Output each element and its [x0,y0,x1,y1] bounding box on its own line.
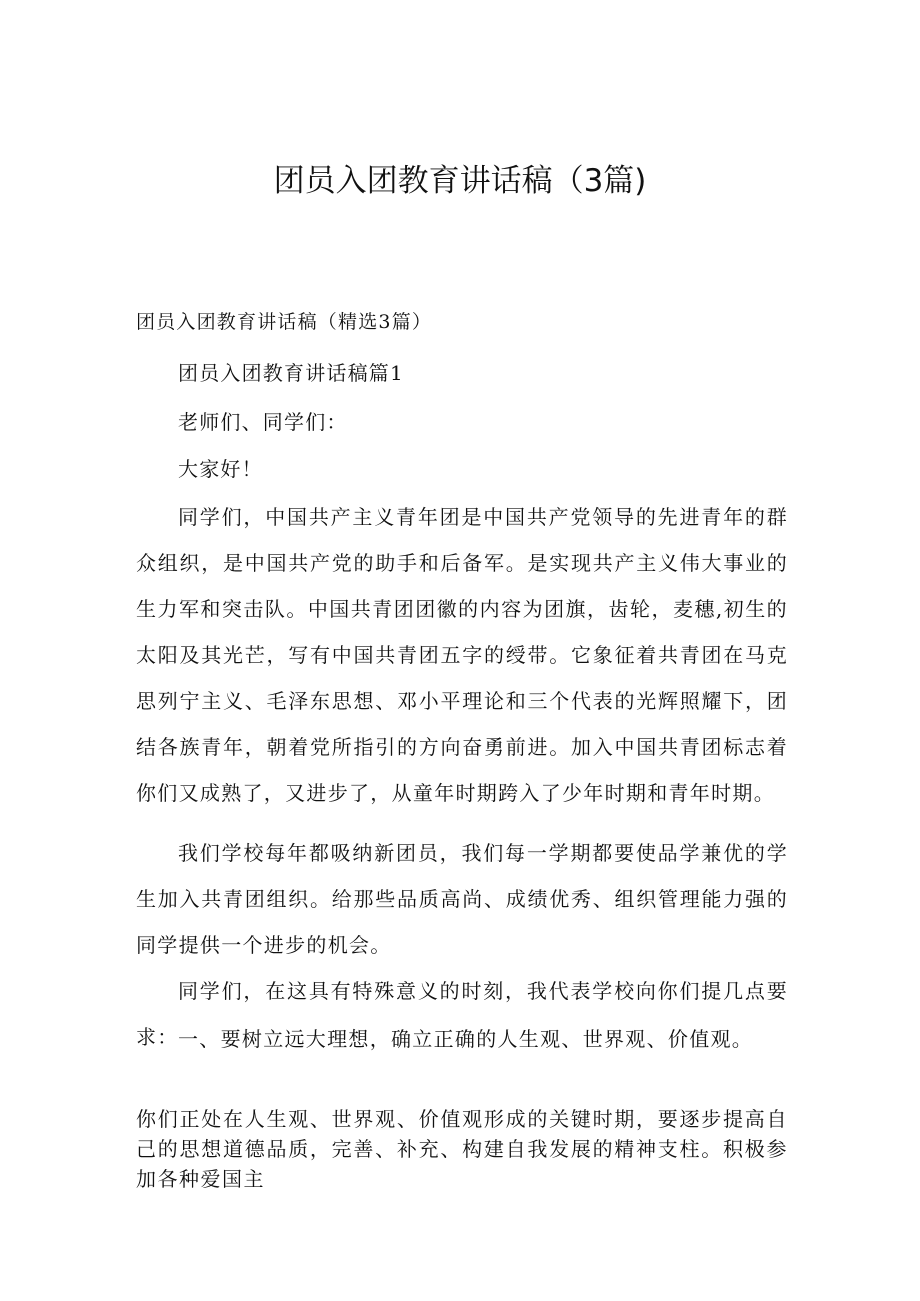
paragraph-4: 一、要树立远大理想，确立正确的人生观、世界观、价值观。 [178,1027,754,1051]
document-subtitle: 团员入团教育讲话稿（精选3篇） [136,311,433,333]
paragraph-3: 同学们，在这具有特殊意义的时刻，我代表学校向你们提几点要求： [136,979,788,1049]
paragraph-1: 同学们，中国共产主义青年团是中国共产党领导的先进青年的群众组织，是中国共产党的助手和后备军。是实现共产主义伟大事业的生力军和突击队。中国共青团团徽的内容为团旗，齿轮，麦穗,初生的太阳及其光芒，写有中国共青团五字的绶带。它象征着共青团在马克思列宁主义、毛泽东思想、邓小平理论和三个代表的光辉照耀下，团结各族青年，朝着党所指引的方向奋勇前进。加入中国共青团标志着你们又成熟了，又进步了，从童年时期跨入了少年时期和青年时期。 [136,505,788,805]
paragraph-5: 你们正处在人生观、世界观、价值观形成的关键时期，要逐步提高自己的思想道德品质，完善、补充、构建自我发展的精神支柱。积极参加各种爱国主 [136,1107,788,1191]
section-heading: 团员入团教育讲话稿篇1 [178,361,404,385]
salutation: 老师们、同学们： [178,410,348,434]
greeting: 大家好！ [178,457,263,481]
paragraph-2: 我们学校每年都吸纳新团员，我们每一学期都要使品学兼优的学生加入共青团组织。给那些品质高尚、成绩优秀、组织管理能力强的同学提供一个进步的机会。 [136,841,788,957]
document-title: 团员入团教育讲话稿（3篇) [273,163,647,199]
